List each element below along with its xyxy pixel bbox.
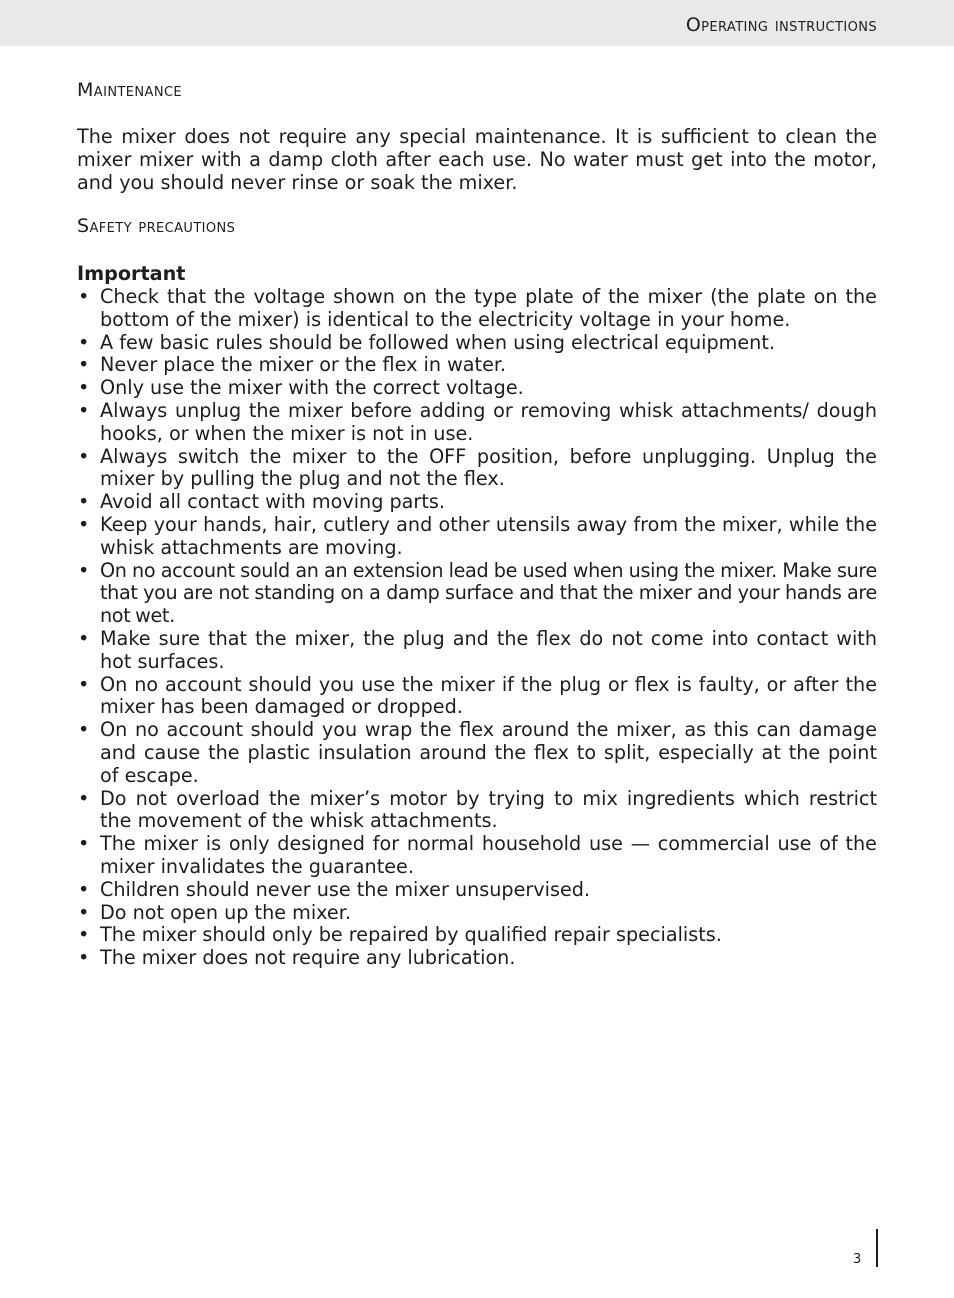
bullet-icon: • [78,398,90,422]
bullet-icon: • [78,672,90,696]
list-item-text: Children should never use the mixer unsupervised. [100,877,591,901]
list-item-text: Always unplug the mixer before adding or removing whisk attachments/ dough hooks, or when the mixer is not in use. [100,398,877,445]
list-item-text: Do not overload the mixer’s motor by trying to mix ingredients which restrict the movement of the whisk attachments. [100,786,877,833]
bullet-icon: • [78,832,90,856]
list-item [77,628,877,674]
list-item [77,902,877,925]
page-number-rule [876,1229,878,1267]
bullet-icon: • [78,490,90,514]
list-item [77,788,877,834]
list-item [77,560,877,628]
maintenance-heading: Maintenance [77,79,183,101]
list-item [77,332,877,355]
list-item-text: Never place the mixer or the flex in water. [100,353,507,377]
bullet-icon: • [78,512,90,536]
list-item-text: Always switch the mixer to the OFF position, before unplugging. Unplug the mixer by pulling the plug and not the flex. [100,444,877,491]
list-item [77,286,877,332]
bullet-icon: • [78,877,90,901]
list-item-text: The mixer is only designed for normal household use — commercial use of the mixer invalidates the guarantee. [100,832,877,878]
list-item [77,400,877,446]
list-item [77,947,877,970]
bullet-icon: • [78,558,89,582]
bullet-icon: • [78,626,90,650]
list-item [77,674,877,720]
bullet-icon: • [78,900,90,924]
list-item-text: Make sure that the mixer, the plug and the flex do not come into contact with hot surfaces. [100,626,877,673]
list-item [77,719,877,787]
list-item-text: Keep your hands, hair, cutlery and other utensils away from the mixer, while the whisk attachments are moving. [100,512,877,559]
list-item [77,354,877,377]
bullet-icon: • [78,376,90,400]
list-item [77,833,877,879]
list-item [77,446,877,492]
bullet-icon: • [78,718,90,742]
list-item-text: Check that the voltage shown on the type plate of the mixer (the plate on the bottom of the mixer) is identical to the electricity voltage in your home. [100,285,877,331]
list-item-text: On no account should you use the mixer if the plug or flex is faulty, or after the mixer has been damaged or dropped. [100,672,877,719]
bullet-icon: • [78,946,90,970]
page-number: 3 [853,1252,862,1267]
list-item [77,514,877,560]
important-subheading: Important [77,262,186,285]
bullet-icon: • [78,353,90,377]
list-item-text: On no account should you wrap the flex around the mixer, as this can damage and cause the plastic insulation around the flex to split, especially at the point of escape. [100,718,877,787]
list-item-text: The mixer should only be repaired by qualified repair specialists. [100,923,722,947]
page-header-title: Operating instructions [685,14,877,36]
list-item-text: The mixer does not require any lubrication. [100,946,516,970]
list-item-text: Avoid all contact with moving parts. [100,490,445,514]
list-item [77,491,877,514]
safety-precautions-list [77,286,877,970]
bullet-icon: • [78,923,90,947]
list-item-text: Do not open up the mixer. [100,900,351,924]
safety-heading: Safety precautions [77,215,236,237]
list-item [77,924,877,947]
list-item [77,377,877,400]
list-item [77,879,877,902]
bullet-icon: • [78,285,90,308]
maintenance-paragraph: The mixer does not require any special maintenance. It is sufficient to clean the mixer mixer with a damp cloth after each use. No water must get into the motor, and you should never rinse or soak the mixer. [77,125,877,194]
bullet-icon: • [78,444,90,468]
list-item-text: On no account sould an an extension lead be used when using the mixer. Make sure that you are not standing on a damp surface and that the mixer and your hands are not wet. [100,558,877,628]
bullet-icon: • [78,786,90,810]
list-item-text: A few basic rules should be followed when using electrical equipment. [100,330,775,354]
bullet-icon: • [78,330,90,354]
list-item-text: Only use the mixer with the correct voltage. [100,376,524,400]
